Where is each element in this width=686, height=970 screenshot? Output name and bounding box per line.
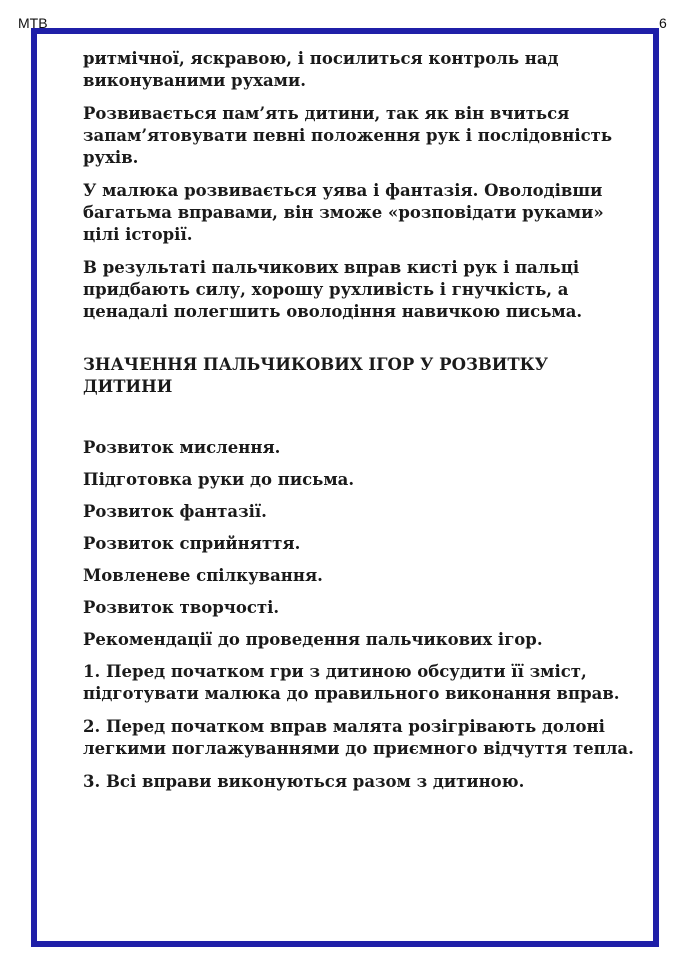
body-paragraph: Розвивається пам’ять дитини, так як він вчиться запам’ятовувати певні положення рук і послідовність рухів. xyxy=(83,104,613,167)
page-number: 6 xyxy=(659,15,667,31)
body-paragraph: В результаті пальчикових вправ кисті рук і пальці придбають силу, хорошу рухливість і гнучкість, а ценадалі полегшить оволодіння навичкою письма. xyxy=(83,258,583,321)
list-item: Розвиток сприйняття. xyxy=(83,534,301,553)
list-item: Розвиток фантазії. xyxy=(83,502,267,521)
recommendation-item: 3. Всі вправи виконуються разом з дитиною. xyxy=(83,772,525,791)
list-item: Підготовка руки до письма. xyxy=(83,470,355,489)
list-item: Рекомендації до проведення пальчикових ігор. xyxy=(83,630,543,649)
recommendation-item: 2. Перед початком вправ малята розігрівають долоні легкими поглажуваннями до приємного відчуття тепла. xyxy=(83,717,634,758)
body-paragraph: ритмічної, яскравою, і посилиться контроль над виконуваними рухами. xyxy=(83,49,559,90)
document-body xyxy=(83,48,635,804)
body-paragraph: У малюка розвивається уява і фантазія. Оволодівши багатьма вправами, він зможе «розповідати руками» цілі історії. xyxy=(83,181,604,244)
header-label: МТВ xyxy=(18,15,48,31)
list-item: Мовленеве спілкування. xyxy=(83,566,323,585)
recommendation-item: 1. Перед початком гри з дитиною обсудити її зміст, підготувати малюка до правильного виконання вправ. xyxy=(83,662,620,703)
list-item: Розвиток творчості. xyxy=(83,598,280,617)
section-heading: ЗНАЧЕННЯ ПАЛЬЧИКОВИХ ІГОР У РОЗВИТКУ ДИТИНИ xyxy=(83,355,549,396)
list-item: Розвиток мислення. xyxy=(83,438,281,457)
